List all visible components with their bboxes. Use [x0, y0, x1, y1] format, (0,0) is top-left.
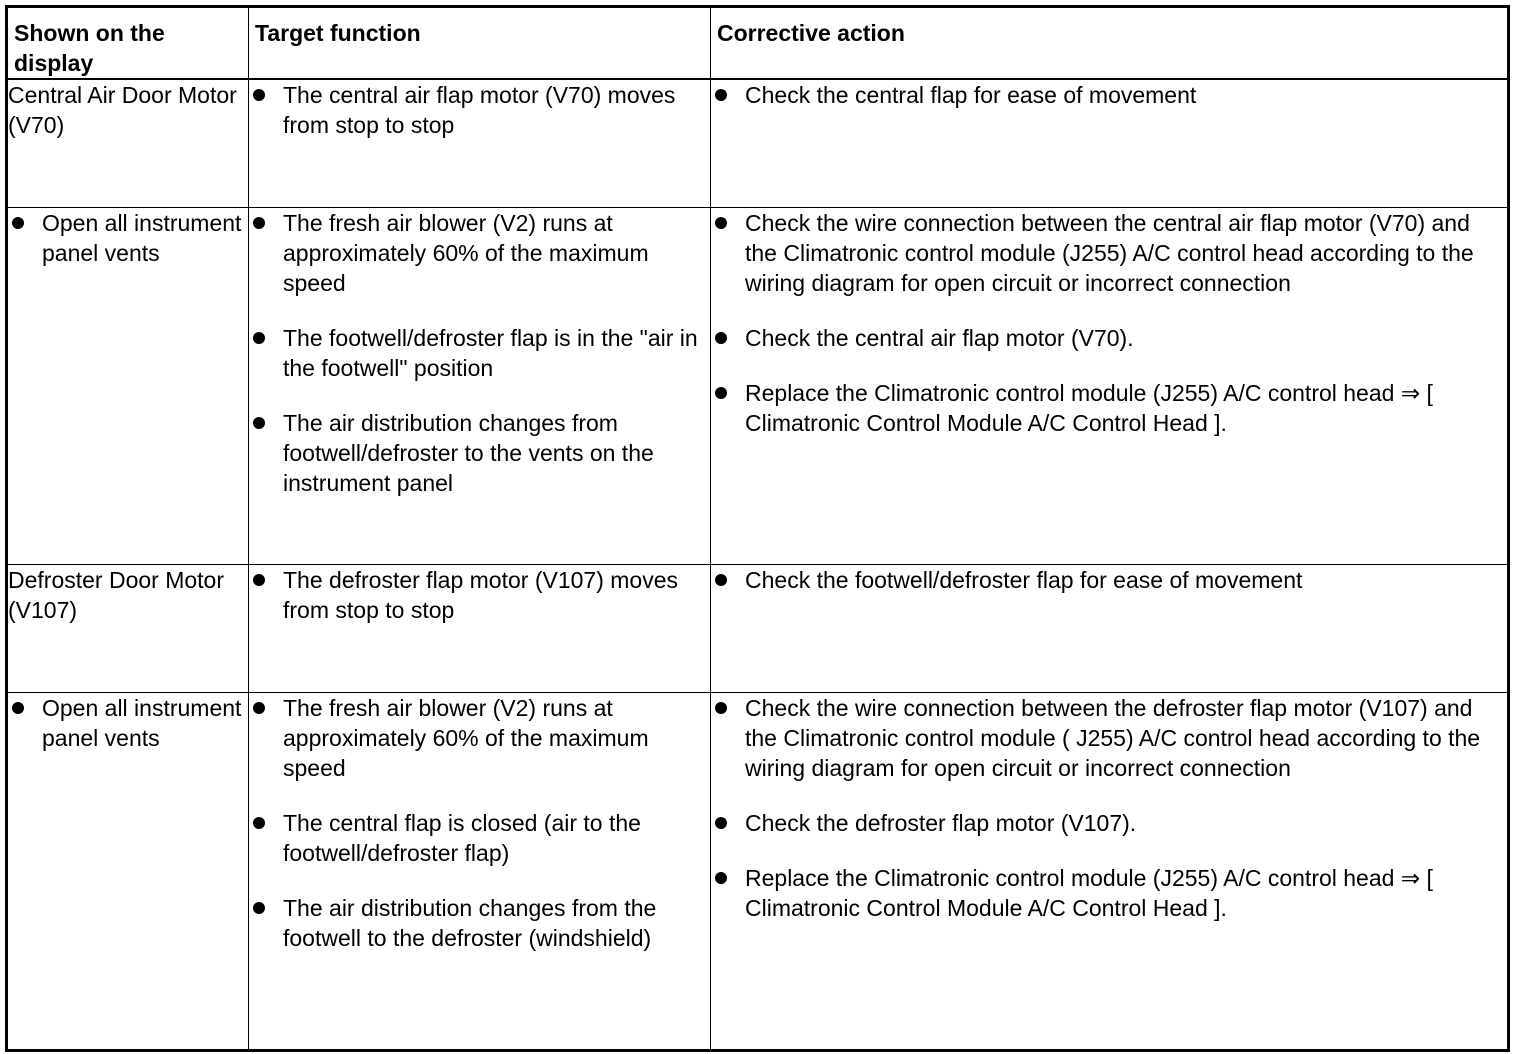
action-cell — [711, 692, 1509, 1050]
display-text: Central Air Door Motor (V70) — [8, 82, 237, 138]
list-item: Check the wire connection between the defroster flap motor (V107) and the Climatronic control module ( J255) A/C control head according to the wiring diagram for open circuit or incorrect connection — [711, 693, 1507, 783]
header-corrective-action: Corrective action — [711, 7, 1509, 80]
target-cell — [249, 692, 711, 1050]
bullet-icon — [253, 89, 265, 101]
list-item: Replace the Climatronic control module (J255) A/C control head ⇒ [ Climatronic Control Module A/C Control Head ]. — [711, 863, 1507, 923]
target-cell — [249, 207, 711, 564]
bullet-icon — [12, 217, 24, 229]
bullet-icon — [715, 817, 727, 829]
target-cell — [249, 564, 711, 692]
list-item: The fresh air blower (V2) runs at approximately 60% of the maximum speed — [249, 693, 710, 783]
target-cell — [249, 79, 711, 207]
table-row — [7, 564, 1509, 692]
list-item: The footwell/defroster flap is in the "air in the footwell" position — [249, 323, 710, 383]
bullet-icon — [715, 574, 727, 586]
list-item: Check the central flap for ease of movement — [711, 80, 1507, 110]
header-shown-on-display: Shown on the display — [7, 7, 249, 80]
header-target-function: Target function — [249, 7, 711, 80]
list-item: Replace the Climatronic control module (J255) A/C control head ⇒ [ Climatronic Control Module A/C Control Head ]. — [711, 378, 1507, 438]
display-cell — [7, 692, 249, 1050]
bullet-icon — [715, 332, 727, 344]
bullet-icon — [715, 872, 727, 884]
table-row — [7, 207, 1509, 564]
bullet-icon — [253, 332, 265, 344]
bullet-icon — [715, 217, 727, 229]
action-cell — [711, 207, 1509, 564]
table-row — [7, 692, 1509, 1050]
list-item: The air distribution changes from the footwell to the defroster (windshield) — [249, 893, 710, 953]
display-cell — [7, 564, 249, 692]
bullet-icon — [253, 817, 265, 829]
list-item: Check the footwell/defroster flap for ease of movement — [711, 565, 1507, 595]
list-item: Open all instrument panel vents — [8, 208, 248, 268]
display-text: Defroster Door Motor (V107) — [8, 566, 225, 623]
bullet-icon — [253, 417, 265, 429]
bullet-icon — [12, 702, 24, 714]
list-item: The fresh air blower (V2) runs at approximately 60% of the maximum speed — [249, 208, 710, 298]
bullet-icon — [715, 702, 727, 714]
list-item: Check the defroster flap motor (V107). — [711, 808, 1507, 838]
bullet-icon — [253, 702, 265, 714]
list-item: Check the wire connection between the central air flap motor (V70) and the Climatronic control module (J255) A/C control head according to the wiring diagram for open circuit or incorrect connection — [711, 208, 1507, 298]
diagnostic-table — [5, 5, 1510, 1052]
bullet-icon — [253, 902, 265, 914]
table-row — [7, 79, 1509, 207]
list-item: Check the central air flap motor (V70). — [711, 323, 1507, 353]
bullet-icon — [715, 387, 727, 399]
list-item: The central air flap motor (V70) moves from stop to stop — [249, 80, 710, 140]
list-item: Open all instrument panel vents — [8, 693, 248, 753]
action-cell — [711, 79, 1509, 207]
list-item: The defroster flap motor (V107) moves from stop to stop — [249, 565, 710, 625]
bullet-icon — [715, 89, 727, 101]
action-cell — [711, 564, 1509, 692]
bullet-icon — [253, 217, 265, 229]
table-header-row — [7, 7, 1509, 80]
display-cell — [7, 79, 249, 207]
display-cell — [7, 207, 249, 564]
list-item: The air distribution changes from footwell/defroster to the vents on the instrument panel — [249, 408, 710, 498]
bullet-icon — [253, 574, 265, 586]
list-item: The central flap is closed (air to the footwell/defroster flap) — [249, 808, 710, 868]
